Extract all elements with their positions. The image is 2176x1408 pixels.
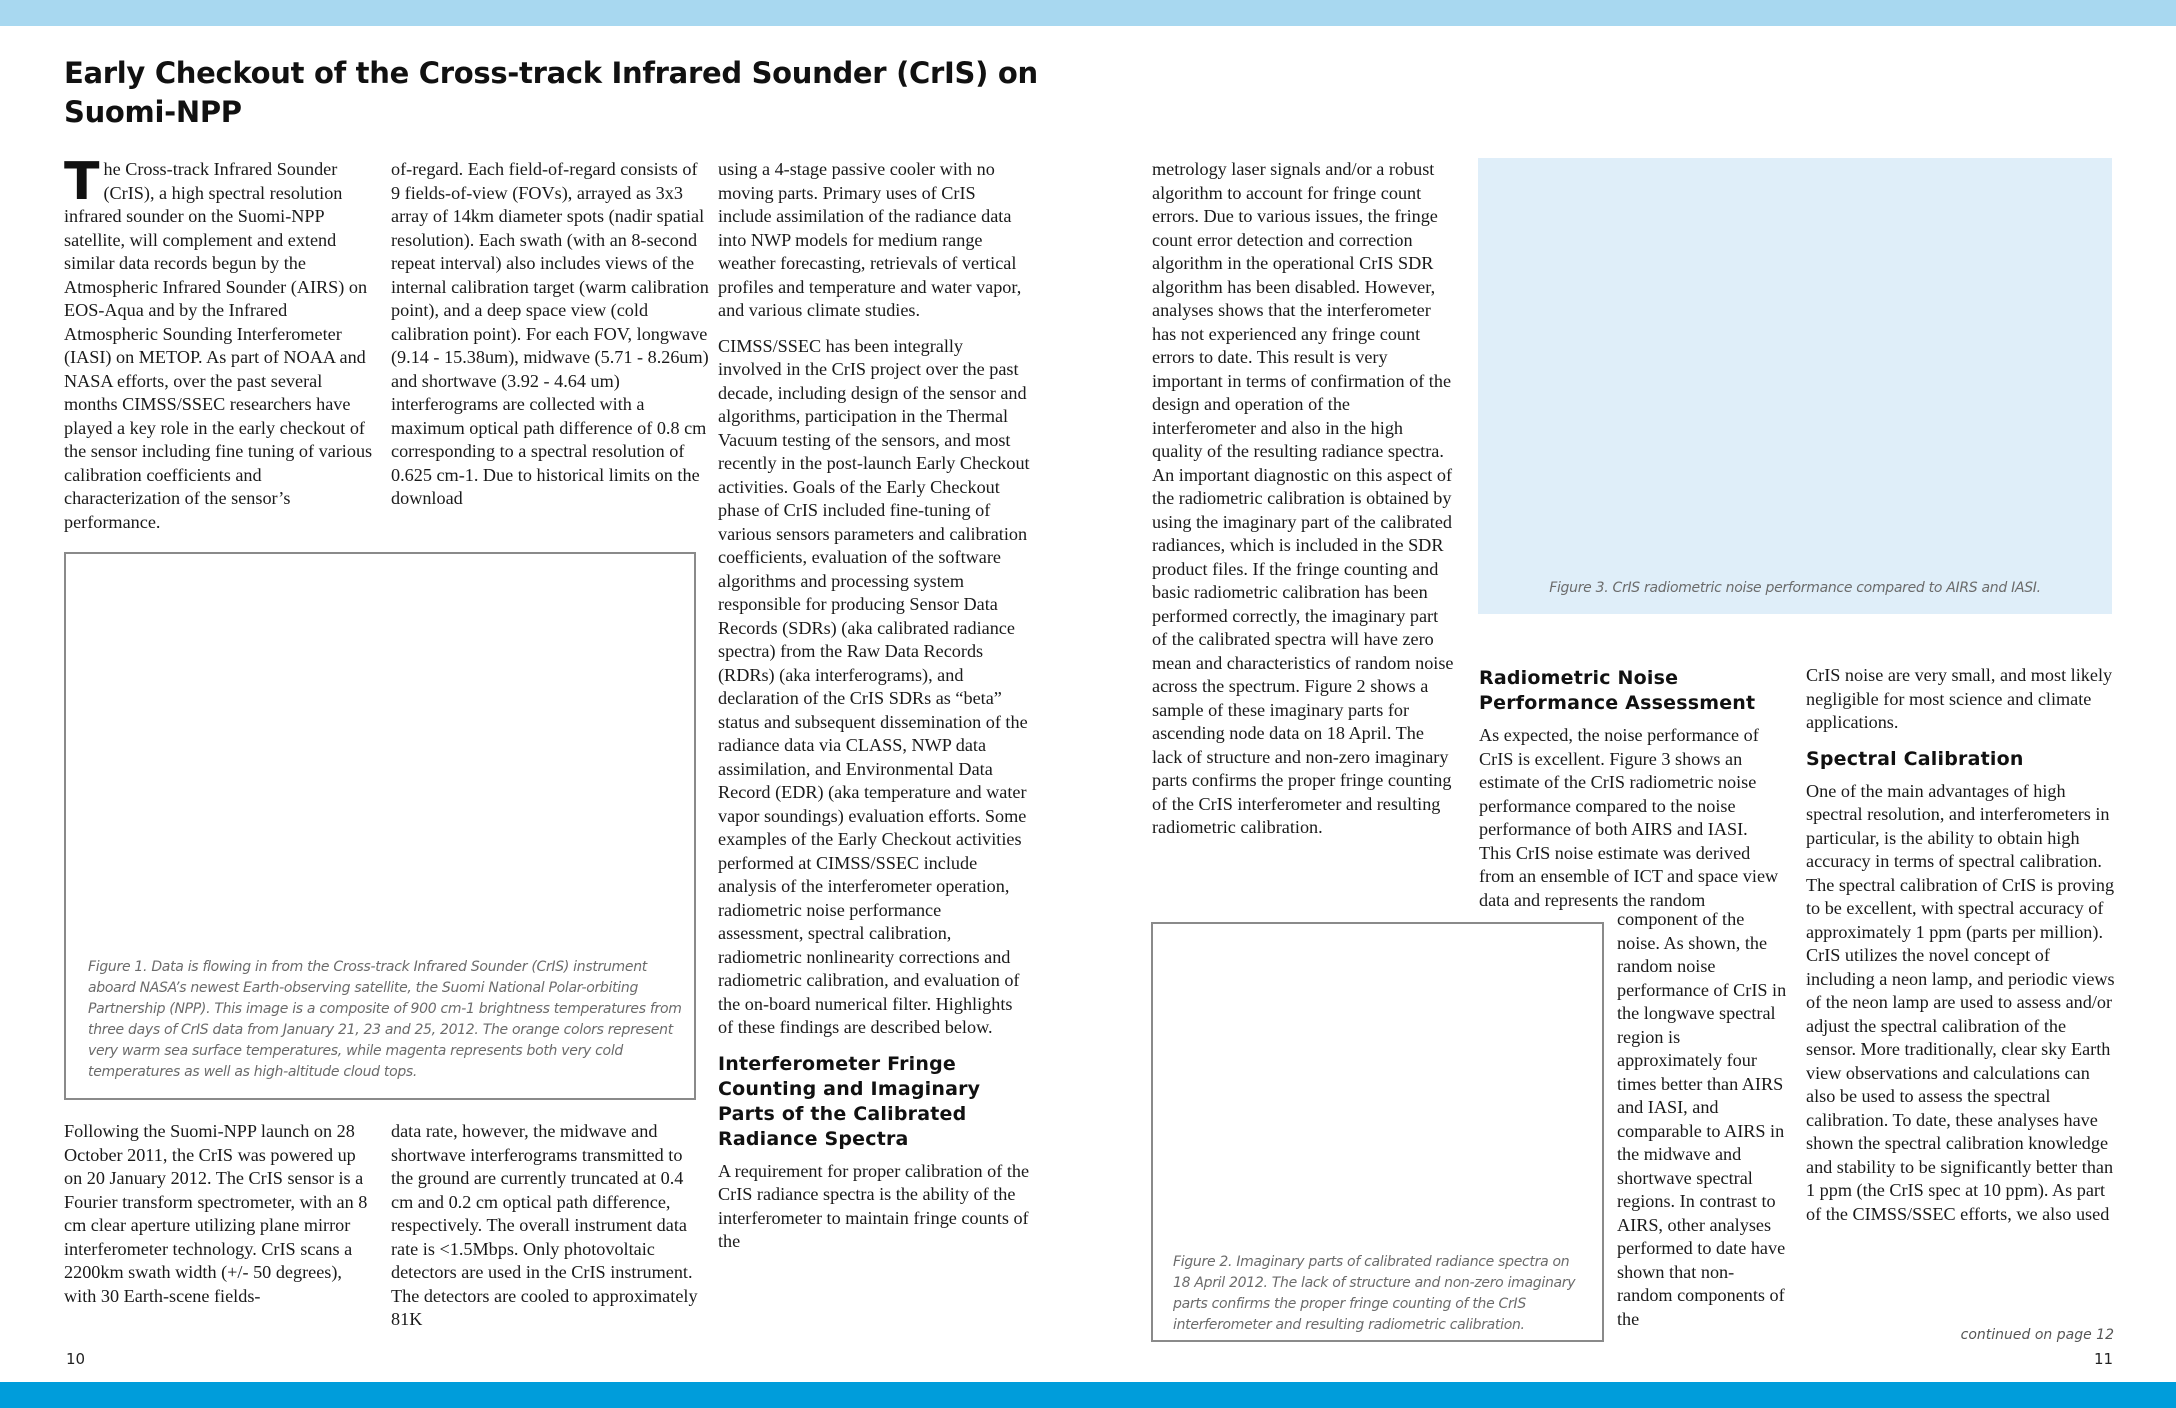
figure-3-caption: Figure 3. CrIS radiometric noise performance compared to AIRS and IASI. (1549, 580, 2041, 596)
cimss-paragraph: CIMSS/SSEC has been integrally involved in the CrIS project over the past decade, including design of the sensor and algorithms, participation in the Thermal Vacuum testing of the sensors, and most recently in the post-launch Early Checkout activities. Goals of the Early Checkout phase of CrIS included fine-tuning of various sensors parameters and calibration coefficients, evaluation of the software algorithms and processing system responsible for producing Sensor Data Records (SDRs) (aka calibrated radiance spectra) from the Raw Data Records (RDRs) (aka interferograms), and declaration of the CrIS SDRs as “beta” status and subsequent dissemination of the radiance data via CLASS, NWP data assimilation, and Environmental Data Record (EDR) (aka temperature and water vapor soundings) evaluation efforts. Some examples of the Early Checkout activities performed at CIMSS/SSEC include analysis of the interferometer operation, radiometric noise performance assessment, spectral calibration, radiometric nonlinearity corrections and radiometric calibration, and evaluation of the on-board numerical filter. Highlights of these findings are described below. (718, 335, 1030, 1037)
figure-3 (1478, 158, 2112, 614)
column-2-upper (391, 158, 709, 523)
article-title: Early Checkout of the Cross-track Infrared Sounder (CrIS) on Suomi-NPP (64, 56, 1038, 129)
column-4 (1152, 158, 1457, 852)
figure-1 (64, 552, 696, 1100)
section-heading-spectral-calibration: Spectral Calibration (1806, 747, 2024, 770)
section-heading-radiometric-noise: Radiometric Noise Performance Assessment (1479, 667, 1756, 714)
column-1-intro (64, 152, 374, 546)
drop-cap: T (64, 152, 100, 212)
bottom-color-band (0, 1382, 2176, 1408)
column-1-lower (64, 1120, 376, 1320)
noise-conclusion-paragraph: CrIS noise are very small, and most likely negligible for most science and climate applications. (1806, 665, 2113, 732)
page-number-right: 11 (2094, 1350, 2114, 1368)
noise-paragraph-continued: component of the noise. As shown, the random noise performance of CrIS in the longwave spectral region is approximately four times better than AIRS and IASI, and comparable to AIRS in the midwave and shortwave spectral regions. In contrast to AIRS, other analyses performed to date have shown that non-random components of the (1617, 909, 1787, 1329)
column-3 (718, 158, 1030, 1266)
column-5-wrap (1617, 908, 1787, 1343)
section-heading-fringe-counting: Interferometer Fringe Counting and Imaginary Parts of the Calibrated Radiance Spectra (718, 1052, 981, 1150)
data-rate-paragraph: data rate, however, the midwave and shortwave interferograms transmitted to the ground are currently truncated at 0.4 cm and 0.2 cm optical path difference, respectively. The overall instrument data rate is <1.5Mbps. Only photovoltaic detectors are used in the CrIS instrument. The detectors are cooled to approximately 81K (391, 1121, 698, 1329)
intro-paragraph: he Cross-track Infrared Sounder (CrIS), a high spectral resolution infrared sounder on the Suomi-NPP satellite, will complement and extend similar data records begun by the Atmospheric Infrared Sounder (AIRS) on EOS-Aqua and by the Infrared Atmospheric Sounding Interferometer (IASI) on METOP. As part of NOAA and NASA efforts, over the past several months CIMSS/SSEC researchers have played a key role in the early checkout of the sensor including fine tuning of various calibration coefficients and characterization of the sensor’s performance. (64, 159, 373, 532)
uses-paragraph: using a 4-stage passive cooler with no moving parts. Primary uses of CrIS include assimilation of the radiance data into NWP models for medium range weather forecasting, retrievals of vertical profiles and temperature and water vapor, and various climate studies. (718, 159, 1022, 320)
figure-1-caption: Figure 1. Data is flowing in from the Cross-track Infrared Sounder (CrIS) instrument aboard NASA’s newest Earth-observing satellite, the Suomi National Polar-orbiting Partnership (NPP). This image is a composite of 900 cm-1 brightness temperatures from three days of CrIS data from January 21, 23 and 25, 2012. The orange colors represent very warm sea surface temperatures, while magenta represents both very cold temperatures as well as high-altitude cloud tops. (88, 959, 682, 1080)
page-number-left: 10 (66, 1350, 86, 1368)
column-2-lower (391, 1120, 709, 1344)
continued-link[interactable]: continued on page 12 (1960, 1327, 2114, 1343)
top-color-band (0, 0, 2176, 26)
column-6 (1806, 664, 2118, 1238)
spectral-paragraph: One of the main advantages of high spectral resolution, and interferometers in particular, is the ability to obtain high accuracy in terms of spectral calibration. The spectral calibration of CrIS is proving to be excellent, with spectral accuracy of approximately 1 ppm (parts per million). CrIS utilizes the novel concept of including a neon lamp, and periodic views of the neon lamp are used to assess and/or adjust the spectral calibration of the sensor. More traditionally, clear sky Earth view observations and calculations can also be used to assess the spectral calibration. To date, these analyses have shown the spectral calibration knowledge and stability to be significantly better than 1 ppm (the CrIS spec at 10 ppm). As part of the CIMSS/SSEC efforts, we also used (1806, 780, 2115, 1224)
fov-paragraph: of-regard. Each field-of-regard consists of 9 fields-of-view (FOVs), arrayed as 3x3 array of 14km diameter spots (nadir spatial resolution). Each swath (with an 8-second repeat interval) also includes views of the internal calibration target (warm calibration point), and a deep space view (cold calibration point). For each FOV, longwave (9.14 - 15.38um), midwave (5.71 - 8.26um) and shortwave (3.92 - 4.64 um) interferograms are collected with a maximum optical path difference of 0.8 cm corresponding to a spectral resolution of 0.625 cm-1. Due to historical limits on the download (391, 159, 709, 508)
launch-paragraph: Following the Suomi-NPP launch on 28 October 2011, the CrIS was powered up on 20 January 2012. The CrIS sensor is a Fourier transform spectrometer, with an 8 cm clear aperture utilizing plane mirror interferometer technology. CrIS scans a 2200km swath width (+/- 50 degrees), with 30 Earth-scene fields- (64, 1121, 368, 1306)
fringe-paragraph: A requirement for proper calibration of the CrIS radiance spectra is the ability of the interferometer to maintain fringe counts of the (718, 1160, 1030, 1251)
figure-2-caption: Figure 2. Imaginary parts of calibrated radiance spectra on 18 April 2012. The lack of structure and non-zero imaginary parts confirms the proper fringe counting of the CrIS interferometer and resulting radiometric calibration. (1173, 1254, 1576, 1333)
noise-paragraph: As expected, the noise performance of CrIS is excellent. Figure 3 shows an estimate of the CrIS radiometric noise performance compared to the noise performance of both AIRS and IASI. This CrIS noise estimate was derived from an ensemble of ICT and space view data and represents the random (1479, 725, 1779, 910)
metrology-paragraph: metrology laser signals and/or a robust algorithm to account for fringe count errors. Due to various issues, the fringe count error detection and correction algorithm in the operational CrIS SDR algorithm has been disabled. However, analyses shows that the interferometer has not experienced any fringe count errors to date. This result is very important in terms of confirmation of the design and operation of the interferometer and also in the high quality of the resulting radiance spectra. An important diagnostic on this aspect of the radiometric calibration is obtained by using the imaginary part of the calibrated radiances, which is included in the SDR product files. If the fringe counting and basic radiometric calibration has been performed correctly, the imaginary part of the calibrated spectra will have zero mean and characteristics of random noise across the spectrum. Figure 2 shows a sample of these imaginary parts for ascending node data on 18 April. The lack of structure and non-zero imaginary parts confirms the proper fringe counting of the CrIS interferometer and resulting radiometric calibration. (1152, 159, 1454, 837)
column-5 (1479, 660, 1784, 912)
figure-2 (1151, 922, 1604, 1342)
